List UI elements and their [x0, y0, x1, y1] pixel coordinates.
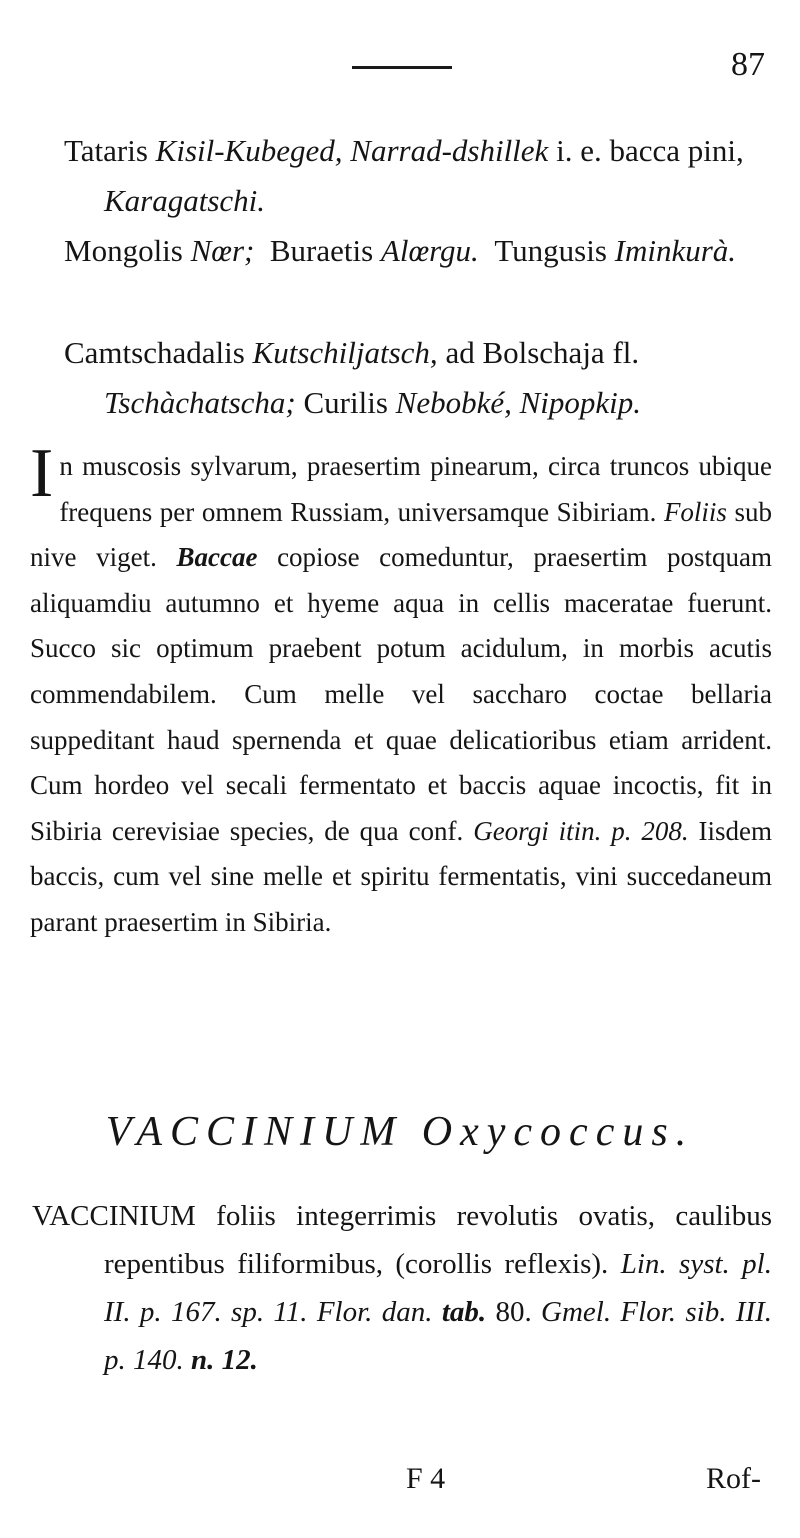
body-text-3: copiose comeduntur, praesertim postquam aliquamdiu autumno et hyeme aqua in cellis maceratae fuerunt. Succo sic optimum praebent potum acidulum, in morbis acutis commendabilem. Cum melle vel saccharo coctae bellaria suppeditant haud spernenda et quae delicatioribus etiam arrident. Cum hordeo vel secali fermentato et baccis aquae incoctis, fit in Sibiria cerevisiae species, de qua conf.	[30, 542, 772, 846]
tab-number: 80.	[495, 1296, 532, 1328]
curilis-name-2: Nipopkip.	[519, 385, 642, 420]
tab-label: tab.	[441, 1296, 487, 1328]
flora-danica-reference: Flor. dan.	[316, 1296, 433, 1328]
mongolis-name: Nœr;	[190, 233, 255, 268]
curilis-label: Curilis	[303, 385, 388, 420]
diagnosis-lead: VACCINIUM foliis integerrimis revolutis ovatis, caulibus repentibus filiformibus, (corollis reflexis).	[32, 1200, 772, 1280]
body-paragraph	[30, 435, 773, 946]
mongolis-label: Mongolis	[64, 233, 183, 268]
tataris-gloss: i. e. bacca pini,	[556, 133, 744, 168]
catchword: Rof-	[706, 1462, 761, 1495]
baccae-word: Baccae	[176, 542, 258, 573]
camtschadalis-entry	[64, 328, 760, 428]
mongolis-entry	[64, 226, 760, 276]
species-heading: VACCINIUM Oxycoccus.	[105, 1109, 695, 1155]
tataris-entry	[64, 126, 760, 226]
body-text-4: Iisdem baccis, cum vel sine melle et spiritu fermentatis, vini succedaneum parant praesertim in Sibiria.	[30, 815, 773, 937]
gmelin-reference: Gmel. Flor. sib. III. p. 140.	[104, 1296, 772, 1376]
tataris-label: Tataris	[64, 133, 148, 168]
body-text-1: n muscosis sylvarum, praesertim pinearum, circa truncos ubique frequens per omnem Russiam, universamque Sibiriam.	[59, 451, 772, 527]
tataris-name-3: Karagatschi.	[104, 183, 266, 218]
tataris-name-1: Kisil-Kubeged,	[155, 133, 343, 168]
linnaeus-reference: Lin. syst. pl. II. p. 167. sp. 11.	[104, 1248, 772, 1328]
tungusis-label: Tungusis	[494, 233, 607, 268]
camt-river: Tschàchatscha;	[104, 385, 296, 420]
georgi-reference: Georgi itin. p. 208.	[473, 815, 689, 846]
page-number: 87	[731, 46, 765, 83]
camt-name: Kutschiljatsch,	[252, 335, 438, 370]
buraetis-label: Buraetis	[269, 233, 374, 268]
camt-label: Camtschadalis	[64, 335, 245, 370]
signature-mark: F 4	[406, 1462, 446, 1495]
camt-ad: ad Bolschaja fl.	[445, 335, 640, 370]
header-rule	[352, 66, 452, 69]
body-text-2: sub nive viget.	[30, 496, 773, 573]
gmelin-number: n. 12.	[191, 1344, 258, 1376]
diagnosis-paragraph	[32, 1192, 772, 1384]
buraetis-name: Alœrgu.	[380, 233, 479, 268]
curilis-name-1: Nebobké,	[395, 385, 512, 420]
drop-cap: I	[30, 435, 54, 512]
tataris-name-2: Narrad-dshillek	[350, 133, 549, 168]
foliis-word: Foliis	[663, 496, 727, 527]
tungusis-name: Iminkurà.	[614, 233, 737, 268]
